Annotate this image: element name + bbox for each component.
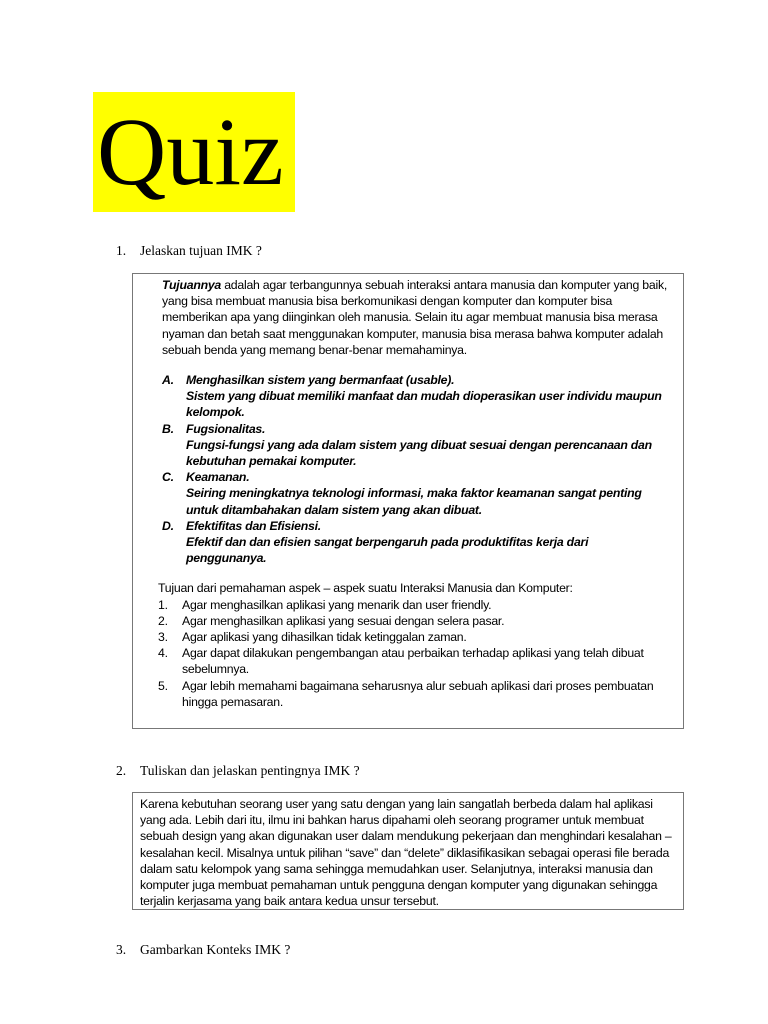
goal-point — [162, 421, 671, 470]
goal-point-title: Menghasilkan sistem yang bermanfaat (usable). — [186, 373, 455, 388]
question-number: 1. — [116, 243, 127, 258]
aspect-marker: 1. — [158, 597, 168, 612]
aspect-intro: Tujuan dari pemahaman aspek – aspek suatu Interaksi Manusia dan Komputer: — [158, 581, 573, 596]
aspect-item — [158, 613, 671, 629]
aspect-item — [158, 597, 671, 613]
goal-point-desc: Efektif dan dan efisien sangat berpengaruh pada produktifitas kerja dari penggunanya. — [186, 535, 589, 566]
goal-point — [162, 518, 671, 567]
question-number: 2. — [116, 763, 127, 778]
answer-box-2 — [132, 792, 684, 910]
answer-1-intro — [162, 277, 671, 358]
goal-point — [162, 372, 671, 421]
goal-point-desc: Seiring meningkatnya teknologi informasi, maka faktor keamanan sangat penting untuk ditambahakan dalam sistem yang akan dibuat. — [186, 486, 642, 517]
goal-point-desc: Sistem yang dibuat memiliki manfaat dan mudah dioperasikan user individu maupun kelompok. — [186, 389, 662, 420]
question-number: 3. — [116, 942, 127, 957]
answer-1-intro-lead: Tujuannya — [162, 278, 222, 292]
answer-2-text: Karena kebutuhan seorang user yang satu dengan yang lain sangatlah berbeda dalam hal aplikasi yang ada. Lebih dari itu, ilmu ini bahkan harus dipahami oleh seorang programer untuk membuat sebuah design yang akan digunakan user dalam mendukung pekerjaan dan menghindari kesalahan – kesalahan kecil. Misalnya untuk pilihan “save” dan “delete” diklasifikasikan sebagai operasi file berada dalam satu kelompok yang sama sehingga memudahkan user. Selanjutnya, interaksi manusia dan komputer juga membuat pemahaman untuk pengguna dengan komputer yang digunakan sehingga terjalin kerjasama yang baik antara kedua unsur tersebut. — [140, 797, 672, 909]
aspect-marker: 2. — [158, 613, 168, 628]
aspect-text: Agar lebih memahami bagaimana seharusnya alur sebuah aplikasi dari proses pembuatan hingga pemasaran. — [182, 678, 654, 709]
aspect-text: Agar menghasilkan aplikasi yang menarik dan user friendly. — [182, 597, 492, 612]
goal-point-desc: Fungsi-fungsi yang ada dalam sistem yang dibuat sesuai dengan perencanaan dan kebutuhan pemakai komputer. — [186, 437, 652, 469]
question-text: Tuliskan dan jelaskan pentingnya IMK ? — [140, 763, 360, 778]
answer-1-intro-text: adalah agar terbangunnya sebuah interaksi antara manusia dan komputer yang baik, yang bisa membuat manusia bisa berkomunikasi dengan komputer dan komputer bisa memberikan apa yang diinginkan oleh manusia. Selain itu agar membuat manusia bisa merasa nyaman dan betah saat menggunakan komputer, manusia bisa merasa bahwa komputer adalah sebuah benda yang memang benar-benar memahaminya. — [162, 278, 668, 357]
question-1 — [116, 243, 262, 259]
goal-point-marker: B. — [162, 421, 174, 436]
aspect-marker: 4. — [158, 646, 168, 661]
question-text: Jelaskan tujuan IMK ? — [140, 243, 262, 258]
aspect-marker: 5. — [158, 678, 168, 693]
question-3 — [116, 942, 290, 958]
quiz-title: Quiz — [93, 92, 295, 212]
aspect-item — [158, 678, 671, 710]
goal-points-list — [162, 372, 671, 566]
question-text: Gambarkan Konteks IMK ? — [140, 942, 291, 957]
aspect-item — [158, 629, 671, 645]
goal-point-title: Keamanan. — [186, 470, 250, 485]
goal-point-marker: D. — [162, 518, 174, 533]
aspect-item — [158, 645, 671, 677]
goal-point-title: Efektifitas dan Efisiensi. — [186, 518, 321, 533]
answer-box-1 — [132, 273, 684, 729]
aspect-text: Agar dapat dilakukan pengembangan atau perbaikan terhadap aplikasi yang telah dibuat sebelumnya. — [182, 646, 644, 677]
goal-point-marker: C. — [162, 470, 174, 485]
goal-point-title: Fugsionalitas. — [186, 421, 266, 436]
aspect-list — [158, 597, 671, 710]
question-2 — [116, 763, 360, 779]
aspect-marker: 3. — [158, 630, 168, 645]
goal-point-marker: A. — [162, 373, 174, 388]
goal-point — [162, 469, 671, 518]
aspect-text: Agar menghasilkan aplikasi yang sesuai dengan selera pasar. — [182, 613, 505, 628]
aspect-text: Agar aplikasi yang dihasilkan tidak ketinggalan zaman. — [182, 630, 467, 645]
